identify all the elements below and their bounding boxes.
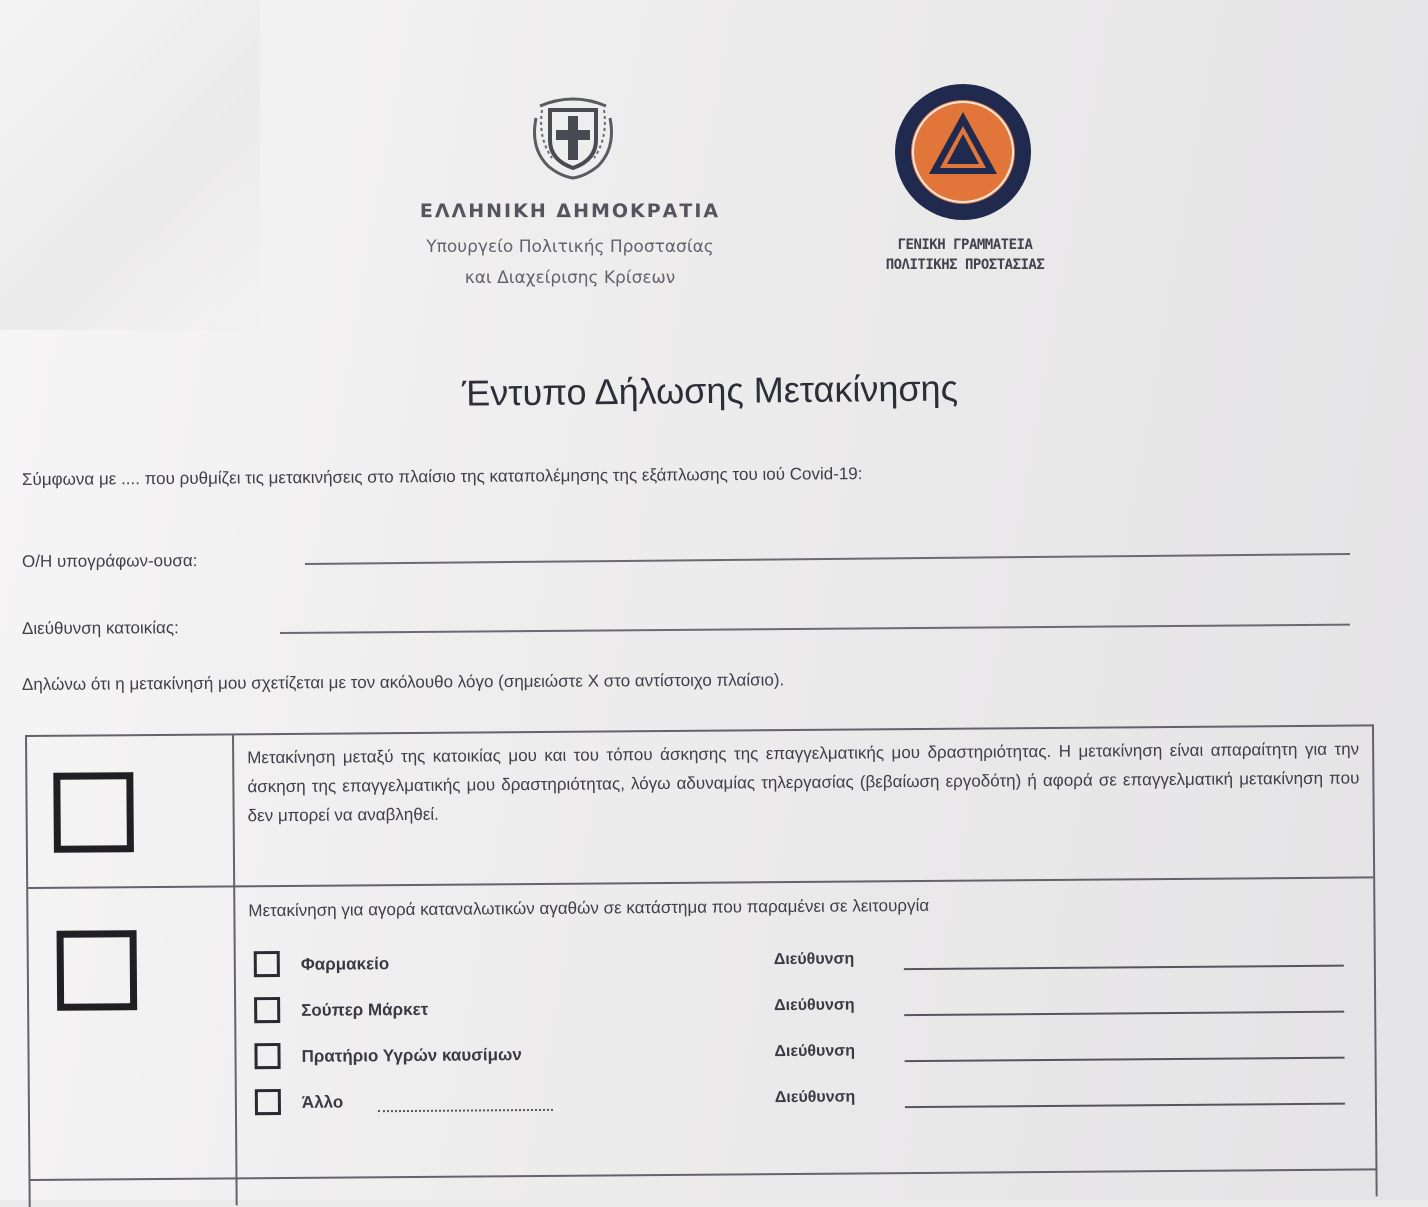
civil-protection-line-2: ΠΟΛΙΤΙΚΗΣ ΠΡΟΣΤΑΣΙΑΣ — [885, 257, 1045, 273]
civil-protection-line-1: ΓΕΝΙΚΗ ΓΡΑΜΜΑΤΕΙΑ — [897, 237, 1033, 253]
signer-label: Ο/Η υπογράφων-ουσα: — [21, 551, 198, 571]
other-specify-field[interactable] — [378, 1109, 553, 1112]
reasons-table — [25, 724, 1378, 1207]
paper-fold-shadow — [0, 0, 260, 330]
home-address-label: Διεύθυνση κατοικίας: — [21, 618, 179, 638]
civil-protection-logo-icon — [893, 82, 1033, 222]
other-address-label: Διεύθυνση — [774, 1088, 856, 1107]
pharmacy-checkbox[interactable] — [254, 951, 280, 977]
fuel-station-address-field[interactable] — [905, 1057, 1345, 1062]
pharmacy-address-field[interactable] — [904, 965, 1344, 970]
table-row-divider — [30, 1168, 1375, 1181]
other-address-field[interactable] — [905, 1103, 1345, 1108]
civil-protection-name — [850, 235, 1080, 275]
table-row-divider — [28, 876, 1373, 889]
pharmacy-address-label: Διεύθυνση — [773, 950, 855, 969]
fuel-station-label: Πρατήριο Υγρών καυσίμων — [301, 1045, 522, 1066]
form-intro: Σύμφωνα με .... που ρυθμίζει τις μετακινήσεις στο πλαίσιο της καταπολέμησης της εξάπλωσης του ιού Covid-19: — [21, 464, 863, 489]
ministry-name — [345, 232, 795, 294]
shopping-reason-text: Μετακίνηση για αγορά καταναλωτικών αγαθών σε κατάστημα που παραμένει σε λειτουργία — [248, 895, 930, 921]
table-column-divider — [232, 735, 238, 1205]
declaration-text: Δηλώνω ότι η μετακίνησή μου σχετίζεται με τον ακόλουθο λόγο (σημειώστε Χ στο αντίστοιχο πλαίσιο). — [21, 670, 785, 694]
other-label: Άλλο — [301, 1092, 344, 1112]
supermarket-address-label: Διεύθυνση — [774, 996, 855, 1015]
greek-coat-of-arms-icon — [528, 88, 618, 180]
government-name: ΕΛΛΗΝΙΚΗ ΔΗΜΟΚΡΑΤΙΑ — [419, 200, 721, 222]
other-checkbox[interactable] — [255, 1089, 281, 1115]
fuel-station-address-label: Διεύθυνση — [774, 1042, 856, 1061]
shopping-reason-checkbox[interactable] — [57, 930, 138, 1011]
supermarket-label: Σούπερ Μάρκετ — [301, 999, 429, 1020]
work-reason-text: Μετακίνηση μεταξύ της κατοικίας μου και του τόπου άσκησης της επαγγελματικής μου δραστηριότητας. Η μετακίνηση είναι απαραίτητη για την άσκηση της επαγγελματικής μου δραστηριότητας, λόγω αδυναμίας τηλεργασίας (βεβαίωση εργοδότη) ή αφορά σε επαγγελματική μετακίνηση που δεν μπορεί να αναβληθεί. — [247, 739, 1360, 826]
supermarket-checkbox[interactable] — [254, 997, 280, 1023]
form-title: Έντυπο Δήλωσης Μετακίνησης — [461, 367, 959, 414]
work-reason-checkbox[interactable] — [53, 772, 134, 853]
ministry-line-2: και Διαχείρισης Κρίσεων — [464, 268, 676, 288]
ministry-line-1: Υπουργείο Πολιτικής Προστασίας — [426, 237, 714, 257]
pharmacy-label: Φαρμακείο — [300, 954, 390, 974]
fuel-station-checkbox[interactable] — [254, 1043, 280, 1069]
supermarket-address-field[interactable] — [904, 1011, 1344, 1016]
